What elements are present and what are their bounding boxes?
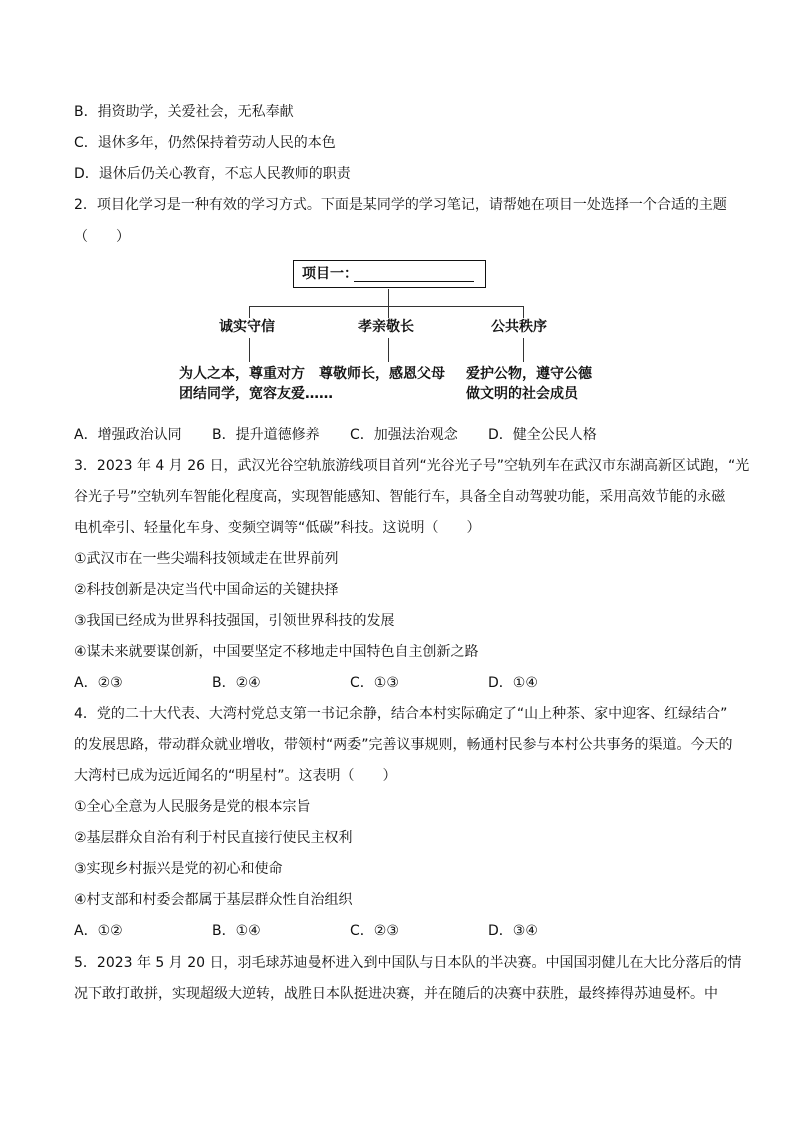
connector-trunk [388, 289, 389, 306]
q3-stem-line1: 3．2023 年 4 月 26 日，武汉光谷空轨旅游线项目首列“光谷光子号”空轨列车在武汉市东湖高新区试跑，“光 [74, 458, 750, 474]
connector-right [523, 306, 524, 318]
connector-left [249, 306, 250, 318]
q4-stem-line1: 4．党的二十大代表、大湾村党总支第一书记余静，结合本村实际确定了“山上种茶、家中迎客、红绿结合” [74, 706, 728, 722]
q4-option-b[interactable]: B．①④ [212, 923, 261, 939]
q4-option-a[interactable]: A．①② [74, 923, 123, 939]
q4-statement-2: ②基层群众自治有利于村民直接行使民主权利 [74, 830, 353, 846]
q5-stem-line1: 5．2023 年 5 月 20 日，羽毛球苏迪曼杯进入到中国队与日本队的半决赛。中国国羽健儿在大比分落后的情 [74, 955, 742, 971]
project-blank-line [354, 281, 474, 282]
q1-option-d: D．退休后仍关心教育，不忘人民教师的职责 [74, 166, 351, 182]
q3-statement-4: ④谋未来就要谋创新，中国要坚定不移地走中国特色自主创新之路 [74, 644, 479, 660]
node-filial-piety: 孝亲敬长 [358, 319, 414, 335]
node-public-order: 公共秩序 [491, 319, 547, 335]
q2-option-c[interactable]: C．加强法治观念 [350, 427, 458, 443]
q3-stem-line3: 电机牵引、轻量化车身、变频空调等“低碳”科技。这说明（ ） [74, 520, 481, 536]
connector-middle-down [388, 338, 389, 362]
project-title-box [293, 260, 486, 288]
desc-honesty-1: 为人之本，尊重对方 [179, 366, 305, 382]
q4-option-d[interactable]: D．③④ [488, 923, 538, 939]
q3-stem-line2: 谷光子号”空轨列车智能化程度高，实现智能感知、智能行车，具备全自动驾驶功能，采用高效节能的永磁 [74, 489, 726, 505]
q3-statement-3: ③我国已经成为世界科技强国，引领世界科技的发展 [74, 613, 395, 629]
q3-option-c[interactable]: C．①③ [350, 675, 399, 691]
q1-option-b: B．捐资助学，关爱社会，无私奉献 [74, 104, 294, 120]
q3-statement-2: ②科技创新是决定当代中国命运的关键抉择 [74, 582, 339, 598]
desc-honesty-2: 团结同学，宽容友爱…… [179, 386, 333, 402]
q2-option-a[interactable]: A．增强政治认同 [74, 427, 182, 443]
q4-stem-line3: 大湾村已成为远近闻名的“明星村”。这表明（ ） [74, 768, 397, 784]
q4-statement-1: ①全心全意为人民服务是党的根本宗旨 [74, 799, 311, 815]
q2-option-d[interactable]: D．健全公民人格 [488, 427, 597, 443]
desc-public-1: 爱护公物，遵守公德 [466, 366, 592, 382]
project-label: 项目一： [302, 266, 358, 282]
q4-statement-3: ③实现乡村振兴是党的初心和使命 [74, 861, 283, 877]
q5-stem-line2: 况下敢打敢拼，实现超级大逆转，战胜日本队挺进决赛，并在随后的决赛中获胜，最终捧得苏迪曼杯。中 [74, 986, 718, 1002]
q2-stem-line2: （ ） [74, 229, 130, 245]
node-honesty: 诚实守信 [219, 319, 275, 335]
q3-option-b[interactable]: B．②④ [212, 675, 261, 691]
q4-option-c[interactable]: C．②③ [350, 923, 399, 939]
connector-right-down [523, 338, 524, 362]
connector-bar [249, 306, 523, 307]
q3-option-d[interactable]: D．①④ [488, 675, 538, 691]
desc-filial-1: 尊敬师长，感恩父母 [319, 366, 445, 382]
q4-stem-line2: 的发展思路，带动群众就业增收，带领村“两委”完善议事规则，畅通村民参与本村公共事务的渠道。今天的 [74, 737, 733, 753]
desc-public-2: 做文明的社会成员 [466, 386, 578, 402]
q3-option-a[interactable]: A．②③ [74, 675, 123, 691]
q4-statement-4: ④村支部和村委会都属于基层群众性自治组织 [74, 892, 353, 908]
connector-left-down [249, 338, 250, 362]
q1-option-c: C．退休多年，仍然保持着劳动人民的本色 [74, 135, 336, 151]
q3-statement-1: ①武汉市在一些尖端科技领域走在世界前列 [74, 551, 339, 567]
q2-stem-line1: 2．项目化学习是一种有效的学习方式。下面是某同学的学习笔记，请帮她在项目一处选择一个合适的主题 [74, 197, 727, 213]
connector-middle [388, 306, 389, 318]
q2-option-b[interactable]: B．提升道德修养 [212, 427, 320, 443]
